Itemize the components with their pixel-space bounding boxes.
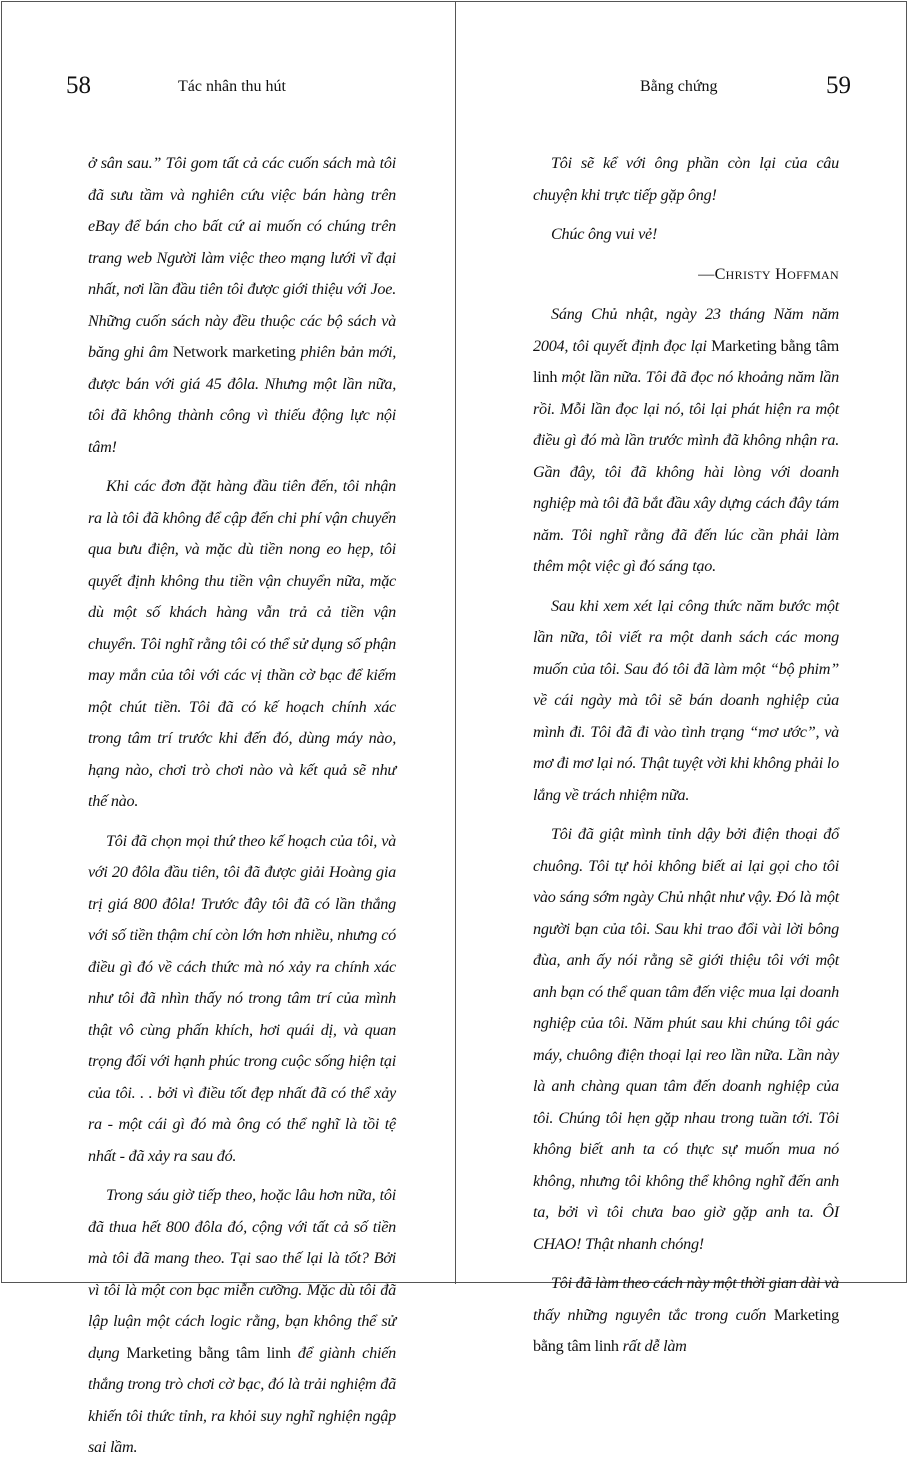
paragraph: [88, 148, 396, 463]
text-run: Trong sáu giờ tiếp theo, hoặc lâu hơn nữa, tôi đã thua hết 800 đôla đó, cộng với tất cả số tiền mà tôi đã mang theo. Tại sao thế lại là tốt? Bởi vì tôi là một con bạc miễn cưỡng. Mặc dù tôi đã lập luận một cách logic rằng, bạn không thể sử dụng: [88, 1186, 396, 1362]
text-run: Tôi đã chọn mọi thứ theo kế hoạch của tôi, và với 20 đôla đầu tiên, tôi đã được giải Hoàng gia trị giá 800 đôla! Trước đây tôi đã có lần thắng với số tiền thậm chí còn lớn hơn nhiều, nhưng có điều gì đó về cách thức mà nó xảy ra chính xác như tôi đã nhìn thấy nó trong tâm trí của mình thật vô cùng phấn khích, hơi quái dị, và quan trọng đối với hạnh phúc trong cuộc sống hiện tại của tôi. . . bởi vì điều tốt đẹp nhất đã có thể xảy ra - một cái gì đó mà ông có thể nghĩ là tồi tệ nhất - đã xảy ra sau đó.: [88, 831, 396, 1165]
text-run: để giành chiến thắng trong trò chơi cờ bạc, đó là trải nghiệm đã khiến tôi thức tỉnh, ra khỏi suy nghĩ nghiện ngập sai lầm.: [88, 1343, 396, 1456]
paragraph: [533, 1268, 839, 1363]
book-title-run: Marketing bằng tâm linh: [533, 1305, 839, 1355]
left-page: [0, 0, 455, 1456]
paragraph: [88, 471, 396, 818]
page-body: [533, 148, 839, 1371]
signature: —CHRISTY HOFFMAN: [698, 264, 839, 283]
page-number: 59: [826, 72, 851, 99]
letter-paragraph: Tôi sẽ kể với ông phần còn lại của câu chuyện khi trực tiếp gặp ông!: [533, 154, 839, 204]
book-title-run: Marketing bằng tâm linh: [126, 1343, 291, 1362]
paragraph: [88, 826, 396, 1173]
letter-closing: Chúc ông vui vẻ!: [551, 225, 658, 243]
page-body: [88, 148, 396, 1472]
text-run: Tôi đã giật mình tỉnh dậy bởi điện thoại đổ chuông. Tôi tự hỏi không biết ai lại gọi cho tôi vào sáng sớm ngày Chủ nhật như vậy. Đó là một người bạn của tôi. Sau khi trao đổi vài lời bông đùa, anh ấy nói rằng sẽ giới thiệu tôi với một anh bạn có thể quan tâm đến việc mua lại doanh nghiệp của tôi. Năm phút sau khi chúng tôi gác máy, chuông điện thoại lại reo lần nữa. Lần này là anh chàng quan tâm đến doanh nghiệp của tôi. Chúng tôi hẹn gặp nhau trong tuần tới. Tôi không biết anh ta có thực sự muốn mua nó không, nhưng tôi không thể không nghĩ đến anh ta, bởi vì tôi chưa bao giờ gặp anh ta. ÔI CHAO! Thật nhanh chóng!: [533, 825, 839, 1253]
text-run: Sau khi xem xét lại công thức năm bước một lần nữa, tôi viết ra một danh sách các mong muốn của tôi. Sau đó tôi đã làm một “bộ phim” về cái ngày mà tôi sẽ bán doanh nghiệp của mình đi. Tôi đã đi vào tình trạng “mơ ước”, và mơ đi mơ lại nó. Thật tuyệt vời khi không phải lo lắng về trách nhiệm nữa.: [533, 596, 839, 804]
book-title-run: Marketing bằng tâm linh: [533, 336, 840, 386]
text-run: Tôi đã làm theo cách này một thời gian dài và thấy những nguyên tắc trong cuốn: [533, 1274, 839, 1324]
paragraph: [533, 819, 839, 1260]
text-run: rất dễ làm: [618, 1337, 687, 1355]
paragraph: [533, 299, 839, 583]
text-run: Khi các đơn đặt hàng đầu tiên đến, tôi nhận ra là tôi đã không để cập đến chi phí vận chuyển qua bưu điện, và mặc dù tiền nong eo hẹp, tôi quyết định không thu tiền vận chuyển nữa, mặc dù một số khách hàng vẫn trả cả tiền vận chuyển. Tôi nghĩ rằng tôi có thể sử dụng số phận may mắn của tôi với các vị thần cờ bạc để kiếm một chút tiền. Tôi đã có kế hoạch chính xác trong tâm trí trước khi đến đó, dùng máy nào, hạng nào, chơi trò chơi nào và kết quả sẽ như thế nào.: [88, 477, 396, 810]
right-page: [456, 0, 910, 1355]
running-head: Tác nhân thu hút: [178, 78, 286, 95]
text-run: một lần nữa. Tôi đã đọc nó khoảng năm lần rồi. Mỗi lần đọc lại nó, tôi lại phát hiện ra một điều gì đó mà lần trước mình đã không nhận ra. Gần đây, tôi đã không hài lòng với doanh nghiệp mà tôi đã bắt đầu xây dựng cách đây tám năm. Tôi nghĩ rằng đã đến lúc cần phải làm thêm một việc gì đó sáng tạo.: [533, 368, 839, 575]
page-number: 58: [66, 72, 91, 99]
text-run: ở sân sau.” Tôi gom tất cả các cuốn sách mà tôi đã sưu tầm và nghiên cứu việc bán hàng trên eBay để bán cho bất cứ ai muốn có chúng trên trang web Người làm việc theo mạng lưới vĩ đại nhất, nơi lần đầu tiên tôi được giới thiệu với Joe. Những cuốn sách này đều thuộc các bộ sách và băng ghi âm: [88, 154, 396, 361]
book-title-run: Network marketing: [172, 343, 296, 361]
paragraph: [88, 1180, 396, 1464]
running-head: Bằng chứng: [640, 78, 718, 95]
text-run: phiên bản mới, được bán với giá 45 đôla. Nhưng một lần nữa, tôi đã không thành công vì thiếu động lực nội tâm!: [88, 343, 396, 456]
text-run: Sáng Chủ nhật, ngày 23 tháng Năm năm 2004, tôi quyết định đọc lại: [533, 305, 839, 355]
paragraph: [533, 591, 839, 812]
